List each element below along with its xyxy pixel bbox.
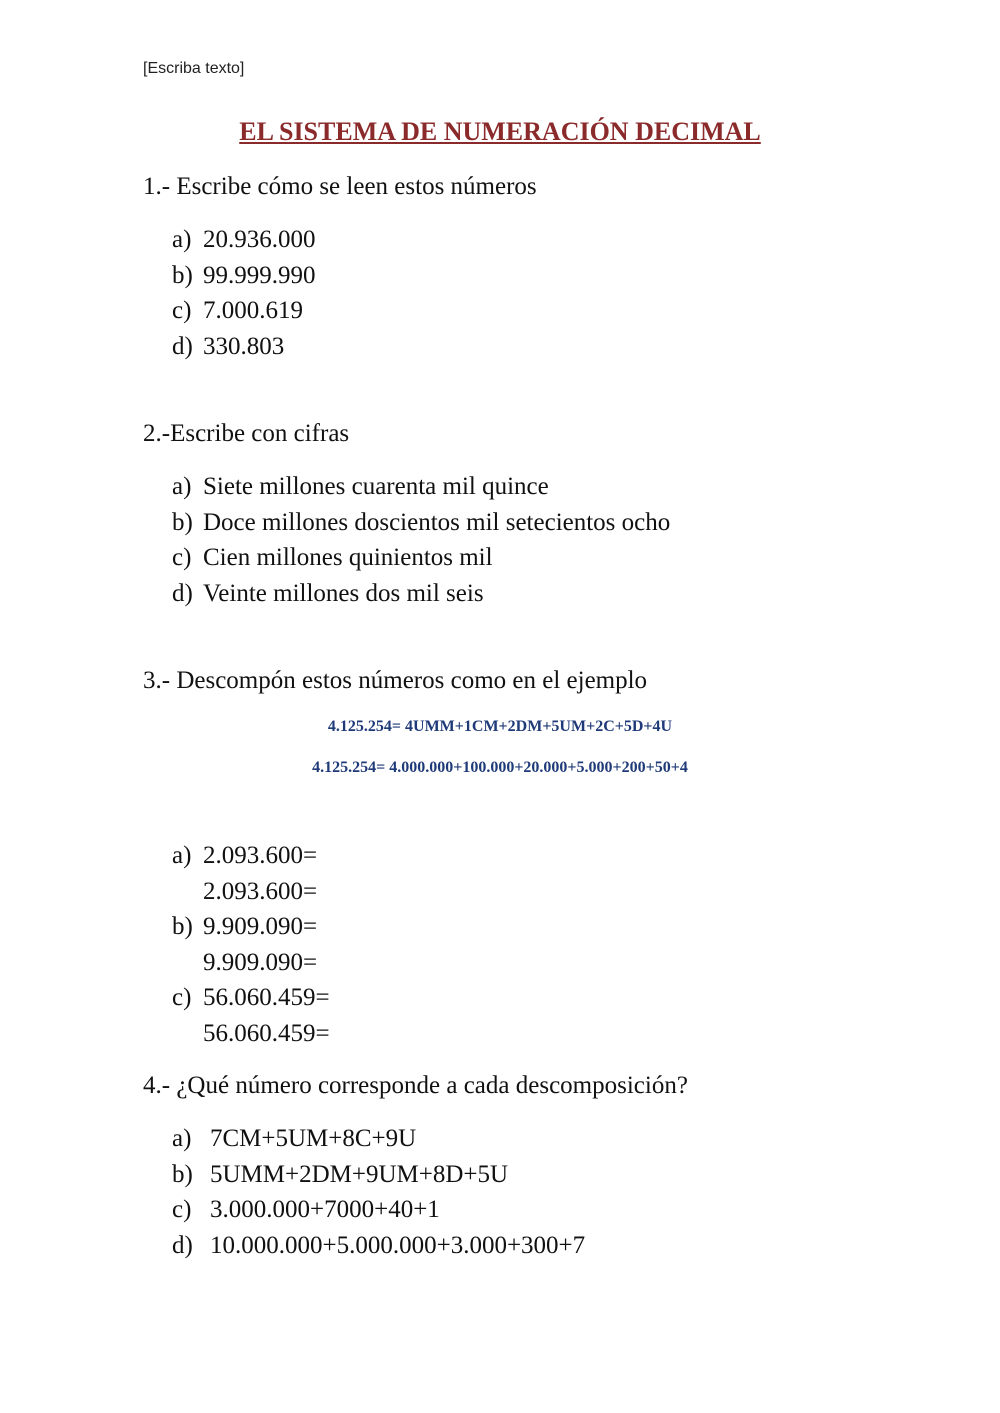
- item-label: b): [172, 508, 193, 536]
- item-text: Cien millones quinientos mil: [203, 544, 493, 571]
- list-item: [172, 505, 670, 541]
- item-text: 7.000.619: [203, 297, 303, 324]
- list-item: [172, 540, 670, 576]
- item-label: d): [172, 1231, 193, 1259]
- header-note: [Escriba texto]: [143, 60, 245, 77]
- item-label: a): [172, 1125, 192, 1152]
- list-item: [172, 576, 670, 612]
- item-label: c): [172, 297, 192, 324]
- question-4-title: 4.- ¿Qué número corresponde a cada descomposición?: [143, 1072, 688, 1099]
- item-label: c): [172, 1196, 192, 1223]
- list-item: [172, 469, 670, 505]
- item-text: 20.936.000: [203, 226, 316, 253]
- item-label: d): [172, 579, 193, 607]
- question-1-title: 1.- Escribe cómo se leen estos números: [143, 173, 537, 200]
- list-item: [172, 1157, 585, 1193]
- item-label: c): [172, 544, 192, 571]
- item-text: 3.000.000+7000+40+1: [210, 1196, 440, 1223]
- page-title: EL SISTEMA DE NUMERACIÓN DECIMAL: [239, 117, 761, 146]
- list-item: [172, 1016, 330, 1052]
- list-item: [172, 1228, 585, 1264]
- item-text: Doce millones doscientos mil setecientos ocho: [203, 508, 671, 536]
- question-3-list: [172, 838, 330, 1051]
- list-item: [172, 258, 316, 294]
- item-label: b): [172, 913, 193, 940]
- list-item: [172, 329, 316, 365]
- list-item: [172, 838, 330, 874]
- item-label: b): [172, 1160, 193, 1188]
- list-item: [172, 222, 316, 258]
- list-item: [172, 909, 330, 945]
- question-2-list: [172, 469, 670, 611]
- item-text: 99.999.990: [203, 261, 316, 289]
- list-item: [172, 874, 330, 910]
- example-line-1: 4.125.254= 4UMM+1CM+2DM+5UM+2C+5D+4U: [327, 718, 673, 735]
- item-label: a): [172, 226, 192, 253]
- item-label: c): [172, 984, 192, 1011]
- item-text: 56.060.459=: [203, 984, 330, 1011]
- question-1-list: [172, 222, 316, 364]
- item-text: Veinte millones dos mil seis: [203, 579, 484, 607]
- list-item: [172, 1192, 585, 1228]
- list-item: [172, 980, 330, 1016]
- item-label: b): [172, 261, 193, 289]
- item-text: 56.060.459=: [203, 1019, 330, 1047]
- list-item: [172, 945, 330, 981]
- item-text: 9.909.090=: [203, 913, 318, 940]
- item-text: Siete millones cuarenta mil quince: [203, 473, 549, 500]
- item-text: 7CM+5UM+8C+9U: [210, 1125, 417, 1152]
- question-2-title: 2.-Escribe con cifras: [143, 420, 350, 447]
- question-4-list: [172, 1121, 585, 1263]
- list-item: [172, 1121, 585, 1157]
- item-text: 2.093.600=: [203, 877, 318, 905]
- question-3-title: 3.- Descompón estos números como en el ejemplo: [143, 667, 648, 694]
- item-label: d): [172, 332, 193, 360]
- item-text: 330.803: [203, 332, 285, 360]
- item-label: a): [172, 473, 192, 500]
- list-item: [172, 293, 316, 329]
- example-line-2: 4.125.254= 4.000.000+100.000+20.000+5.000+200+50+4: [312, 759, 688, 776]
- item-label: a): [172, 842, 192, 869]
- item-text: 9.909.090=: [203, 948, 318, 976]
- item-text: 10.000.000+5.000.000+3.000+300+7: [210, 1231, 586, 1259]
- item-text: 5UMM+2DM+9UM+8D+5U: [210, 1160, 509, 1188]
- item-text: 2.093.600=: [203, 842, 318, 869]
